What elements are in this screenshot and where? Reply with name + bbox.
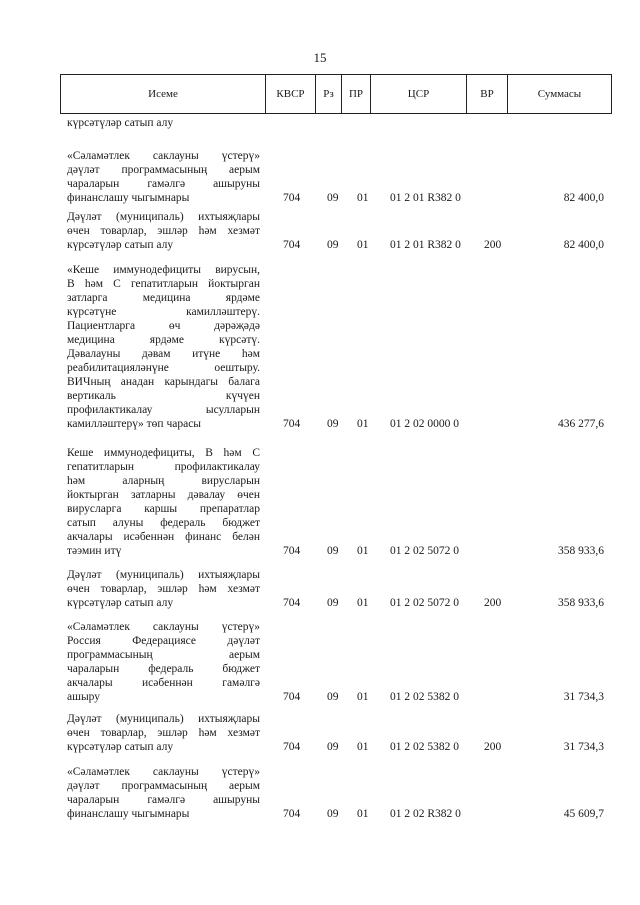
row-description xyxy=(67,446,260,558)
row-description xyxy=(67,568,260,610)
cell-csr: 01 2 02 5382 0 xyxy=(390,691,459,703)
cell-sum: 436 277,6 xyxy=(558,418,604,430)
description-line: Кеше иммунодефициты, В һәм С xyxy=(67,447,260,459)
row-description xyxy=(67,620,260,704)
cell-pr: 01 xyxy=(357,691,369,703)
header-pr: ПР xyxy=(342,75,371,113)
description-line: тәэмин итү xyxy=(67,545,122,557)
description-line: өчен товарлар, эшләр һәм хезмәт xyxy=(67,727,260,739)
cell-kvsr: 704 xyxy=(283,741,301,753)
cell-vr: 200 xyxy=(484,597,502,609)
description-line: күрсәтүне камилләштерү. xyxy=(67,306,260,318)
cell-rz: 09 xyxy=(327,597,339,609)
row-description xyxy=(67,210,260,252)
description-line: дәүләт программасының аерым xyxy=(67,164,260,176)
description-line: сатып алуны федераль бюджет xyxy=(67,517,260,529)
description-line: акчалары исәбеннән финанс белән xyxy=(67,531,260,543)
cell-pr: 01 xyxy=(357,597,369,609)
description-line: күрсәтүләр сатып алу xyxy=(67,239,174,251)
cell-csr: 01 2 02 5072 0 xyxy=(390,597,459,609)
description-line: дәүләт программасының аерым xyxy=(67,780,260,792)
cell-sum: 45 609,7 xyxy=(563,808,604,820)
cell-csr: 01 2 02 5072 0 xyxy=(390,545,459,557)
description-line: Россия Федерациясе дәүләт xyxy=(67,635,260,647)
cell-sum: 358 933,6 xyxy=(558,597,604,609)
description-line: камилләштерү» төп чарасы xyxy=(67,418,202,430)
description-line: чараларын гамәлгә ашыруны xyxy=(67,178,260,190)
cell-sum: 31 734,3 xyxy=(563,741,604,753)
description-line: өчен товарлар, эшләр һәм хезмәт xyxy=(67,583,260,595)
row-description xyxy=(67,263,260,431)
description-line: Дәүләт (муниципаль) ихтыяҗлары xyxy=(67,569,260,581)
row-description xyxy=(67,765,260,821)
header-csr: ЦСР xyxy=(371,75,467,113)
cell-pr: 01 xyxy=(357,192,369,204)
continuation-text: күрсәтүләр сатып алу xyxy=(67,117,174,129)
cell-csr: 01 2 01 R382 0 xyxy=(390,239,461,251)
description-line: программасының аерым xyxy=(67,649,260,661)
description-line: «Сәламәтлек саклауны үстерү» xyxy=(67,621,260,633)
description-line: Дәвалауны дәвам итүне һәм xyxy=(67,348,260,360)
description-line: күрсәтүләр сатып алу xyxy=(67,741,174,753)
description-line: күрсәтүләр сатып алу xyxy=(67,597,174,609)
cell-pr: 01 xyxy=(357,741,369,753)
description-line: чараларын федераль бюджет xyxy=(67,663,260,675)
description-line: «Кеше иммунодефициты вирусын, xyxy=(67,264,260,276)
cell-pr: 01 xyxy=(357,808,369,820)
cell-kvsr: 704 xyxy=(283,597,301,609)
cell-kvsr: 704 xyxy=(283,691,301,703)
cell-pr: 01 xyxy=(357,239,369,251)
cell-csr: 01 2 02 0000 0 xyxy=(390,418,459,430)
description-line: чараларын гамәлгә ашыруны xyxy=(67,794,260,806)
cell-kvsr: 704 xyxy=(283,545,301,557)
description-line: ВИЧның анадан карындагы балага xyxy=(67,376,260,388)
cell-sum: 82 400,0 xyxy=(563,239,604,251)
description-line: затларга медицина ярдәме xyxy=(67,292,260,304)
description-line: ашыру xyxy=(67,691,101,703)
cell-pr: 01 xyxy=(357,418,369,430)
cell-rz: 09 xyxy=(327,192,339,204)
cell-csr: 01 2 02 R382 0 xyxy=(390,808,461,820)
description-line: «Сәламәтлек саклауны үстерү» xyxy=(67,766,260,778)
description-line: Пациентларга өч дәрәҗәдә xyxy=(67,320,260,332)
cell-pr: 01 xyxy=(357,545,369,557)
description-line: өчен товарлар, эшләр һәм хезмәт xyxy=(67,225,260,237)
cell-kvsr: 704 xyxy=(283,192,301,204)
cell-vr: 200 xyxy=(484,239,502,251)
description-line: Дәүләт (муниципаль) ихтыяҗлары xyxy=(67,713,260,725)
row-description xyxy=(67,149,260,205)
cell-csr: 01 2 01 R382 0 xyxy=(390,192,461,204)
cell-csr: 01 2 02 5382 0 xyxy=(390,741,459,753)
cell-kvsr: 704 xyxy=(283,239,301,251)
cell-sum: 31 734,3 xyxy=(563,691,604,703)
cell-vr: 200 xyxy=(484,741,502,753)
description-line: вертикаль күчүен xyxy=(67,390,260,402)
cell-rz: 09 xyxy=(327,691,339,703)
cell-rz: 09 xyxy=(327,239,339,251)
header-sum: Суммасы xyxy=(537,88,582,100)
cell-kvsr: 704 xyxy=(283,418,301,430)
cell-rz: 09 xyxy=(327,418,339,430)
description-line: «Сәламәтлек саклауны үстерү» xyxy=(67,150,260,162)
description-line: гепатитларын профилактикалау xyxy=(67,461,260,473)
header-rz: Рз xyxy=(316,75,342,113)
cell-rz: 09 xyxy=(327,741,339,753)
header-kvsr: КВСР xyxy=(266,75,316,113)
description-line: финанслашу чыгымнары xyxy=(67,192,190,204)
description-line: Дәүләт (муниципаль) ихтыяҗлары xyxy=(67,211,260,223)
row-description xyxy=(67,712,260,754)
description-line: вирусларга каршы препаратлар xyxy=(67,503,260,515)
description-line: медицина ярдәме күрсәтү. xyxy=(67,334,260,346)
cell-kvsr: 704 xyxy=(283,808,301,820)
description-line: йоктырган затларны дәвалау өчен xyxy=(67,489,260,501)
description-line: финанслашу чыгымнары xyxy=(67,808,190,820)
cell-sum: 82 400,0 xyxy=(563,192,604,204)
description-line: В һәм С гепатитларын йоктырган xyxy=(67,278,260,290)
description-line: реабилитацияләнүне оештыру. xyxy=(67,362,260,374)
cell-rz: 09 xyxy=(327,808,339,820)
description-line: акчалары исәбеннән гамәлгә xyxy=(67,677,260,689)
header-name: Исеме xyxy=(61,75,266,113)
header-vr: ВР xyxy=(467,75,508,113)
description-line: профилактикалау ысулларын xyxy=(67,404,260,416)
table-header xyxy=(60,74,612,114)
description-line: һәм аларның вирусларын xyxy=(67,475,260,487)
page-number: 15 xyxy=(313,50,327,65)
cell-rz: 09 xyxy=(327,545,339,557)
cell-sum: 358 933,6 xyxy=(558,545,604,557)
